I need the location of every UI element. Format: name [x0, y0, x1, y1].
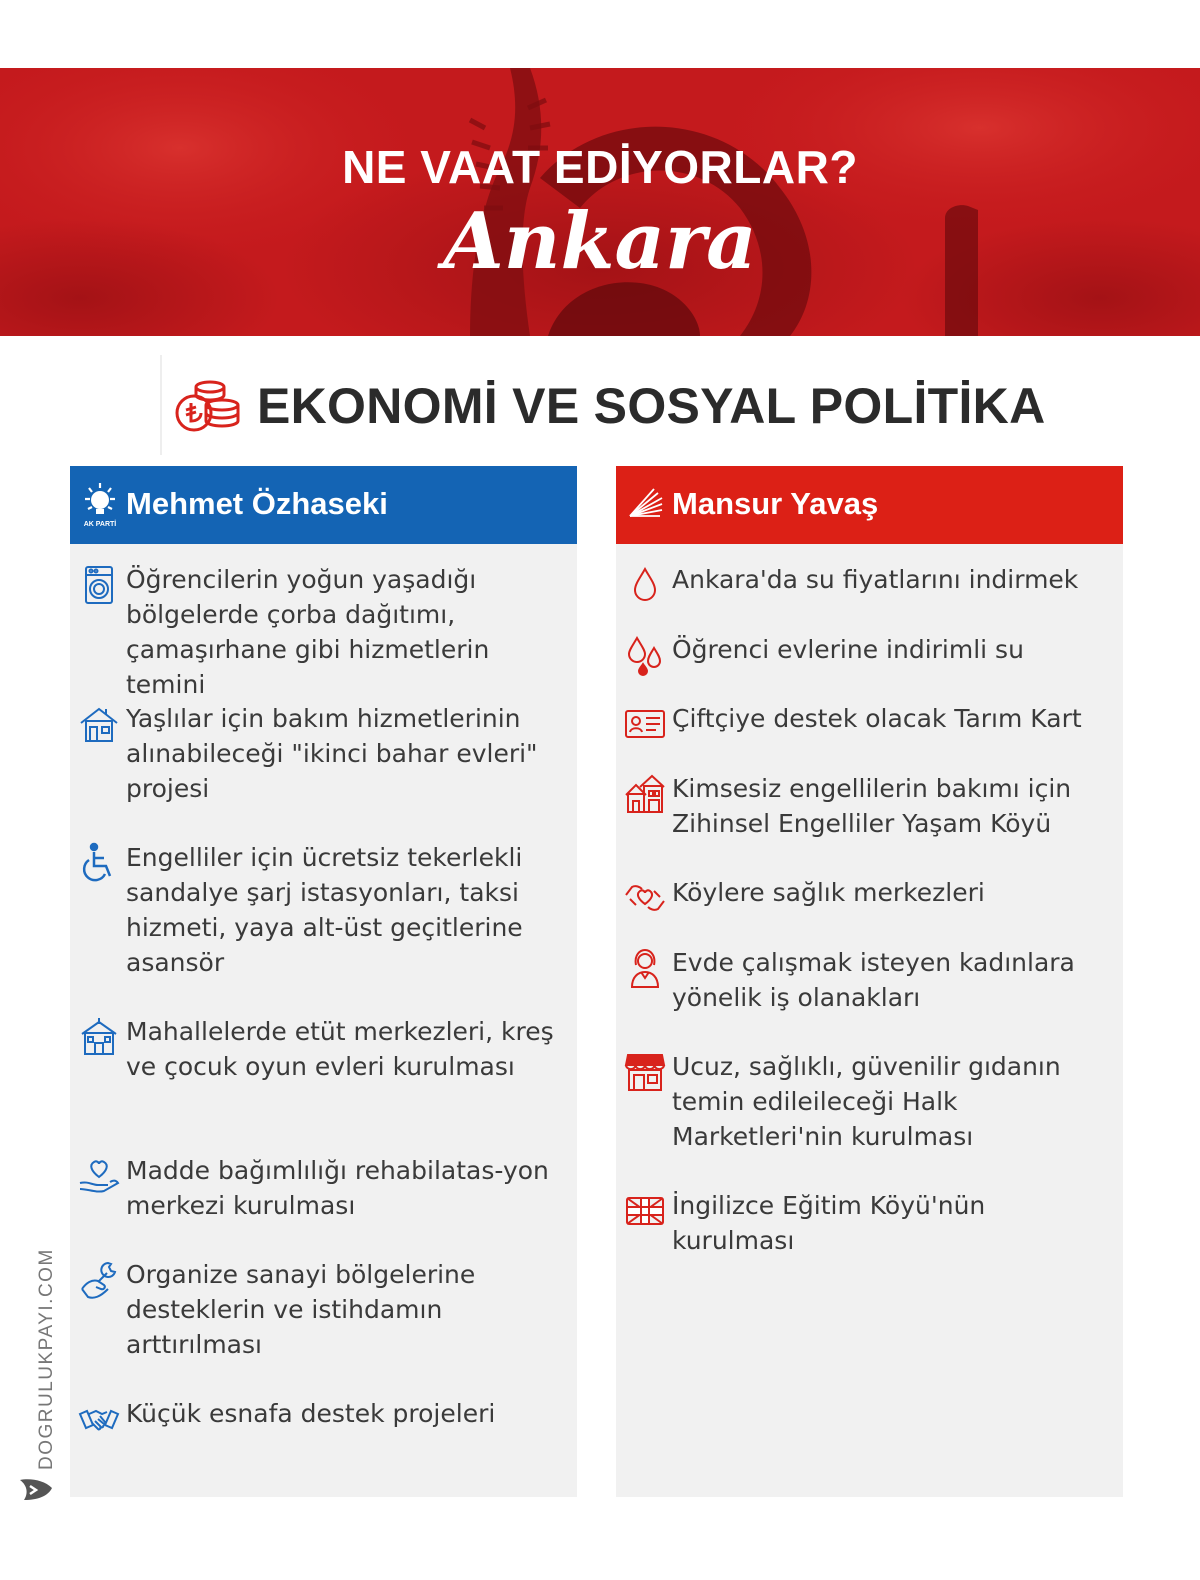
ak-party-logo-icon — [82, 480, 118, 530]
candidate-name-right: Mansur Yavaş — [672, 486, 879, 521]
list-item-text: Kimsesiz engellilerin bakımı için Zihinsel Engelliler Yaşam Köyü — [672, 774, 1072, 838]
list-item-text: Engelliler için ücretsiz tekerlekli sandalye şarj istasyonları, taksi hizmeti, yaya alt-üst geçitlerine asansör — [126, 843, 523, 977]
candidate-name-left: Mehmet Özhaseki — [126, 486, 388, 521]
woman-icon — [624, 947, 666, 989]
list-item-text: Evde çalışmak isteyen kadınlara yönelik iş olanakları — [672, 948, 1075, 1012]
care-hands-icon — [624, 877, 666, 919]
list-item-text: İngilizce Eğitim Köyü'nün kurulması — [672, 1191, 986, 1255]
banner-title: NE VAAT EDİYORLAR? — [342, 141, 858, 193]
banner-subtitle: Ankara — [443, 196, 757, 287]
list-item-text: Küçük esnafa destek projeleri — [126, 1399, 496, 1428]
handshake-icon — [78, 1398, 120, 1440]
water-drop-icon — [624, 564, 666, 606]
hand-wrench-icon — [78, 1259, 120, 1301]
chp-party-logo-icon — [628, 480, 664, 530]
section-heading — [160, 355, 1060, 455]
village-icon — [624, 773, 666, 815]
uk-flag-icon — [624, 1190, 666, 1232]
school-icon — [78, 1016, 120, 1058]
list-item-text: Yaşlılar için bakım hizmetlerinin alınabileceği "ikinci bahar evleri" projesi — [126, 704, 538, 803]
candidate-column-left — [70, 466, 577, 1497]
section-title: EKONOMİ VE SOSYAL POLİTİKA — [257, 378, 1046, 434]
market-icon — [624, 1051, 666, 1093]
washing-machine-icon — [78, 564, 120, 606]
list-item-text: Köylere sağlık merkezleri — [672, 878, 985, 907]
candidate-column-right — [616, 466, 1123, 1497]
coins-lira-icon — [172, 377, 244, 435]
candidate-header-right — [616, 466, 1123, 544]
svg-text:AK PARTİ: AK PARTİ — [83, 521, 117, 528]
id-card-icon — [624, 703, 666, 745]
list-item-text: Öğrencilerin yoğun yaşadığı bölgelerde çorba dağıtımı, çamaşırhane gibi hizmetlerin temini — [126, 565, 490, 699]
header-banner — [0, 68, 1200, 336]
wheelchair-icon — [78, 842, 120, 884]
heart-hand-icon — [78, 1155, 120, 1197]
house-icon — [78, 703, 120, 745]
list-item-text: Çiftçiye destek olacak Tarım Kart — [672, 704, 1082, 733]
candidate-header-left — [70, 466, 577, 544]
list-item-text: Organize sanayi bölgelerine desteklerin ve istihdamın arttırılması — [126, 1260, 476, 1359]
dogrulukpayi-logo-icon — [18, 1476, 54, 1502]
water-drops-icon — [624, 634, 666, 676]
list-item-text: Ucuz, sağlıklı, güvenilir gıdanın temin edileileceği Halk Marketleri'nin kurulması — [672, 1052, 1061, 1151]
list-item-text: Öğrenci evlerine indirimli su — [672, 635, 1024, 664]
list-item-text: Madde bağımlılığı rehabilatas-yon merkezi kurulması — [126, 1156, 549, 1220]
list-item-text: Ankara'da su fiyatlarını indirmek — [672, 565, 1079, 594]
site-url: DOGRULUKPAYI.COM — [36, 1248, 57, 1470]
list-item-text: Mahallelerde etüt merkezleri, kreş ve çocuk oyun evleri kurulması — [126, 1017, 554, 1081]
